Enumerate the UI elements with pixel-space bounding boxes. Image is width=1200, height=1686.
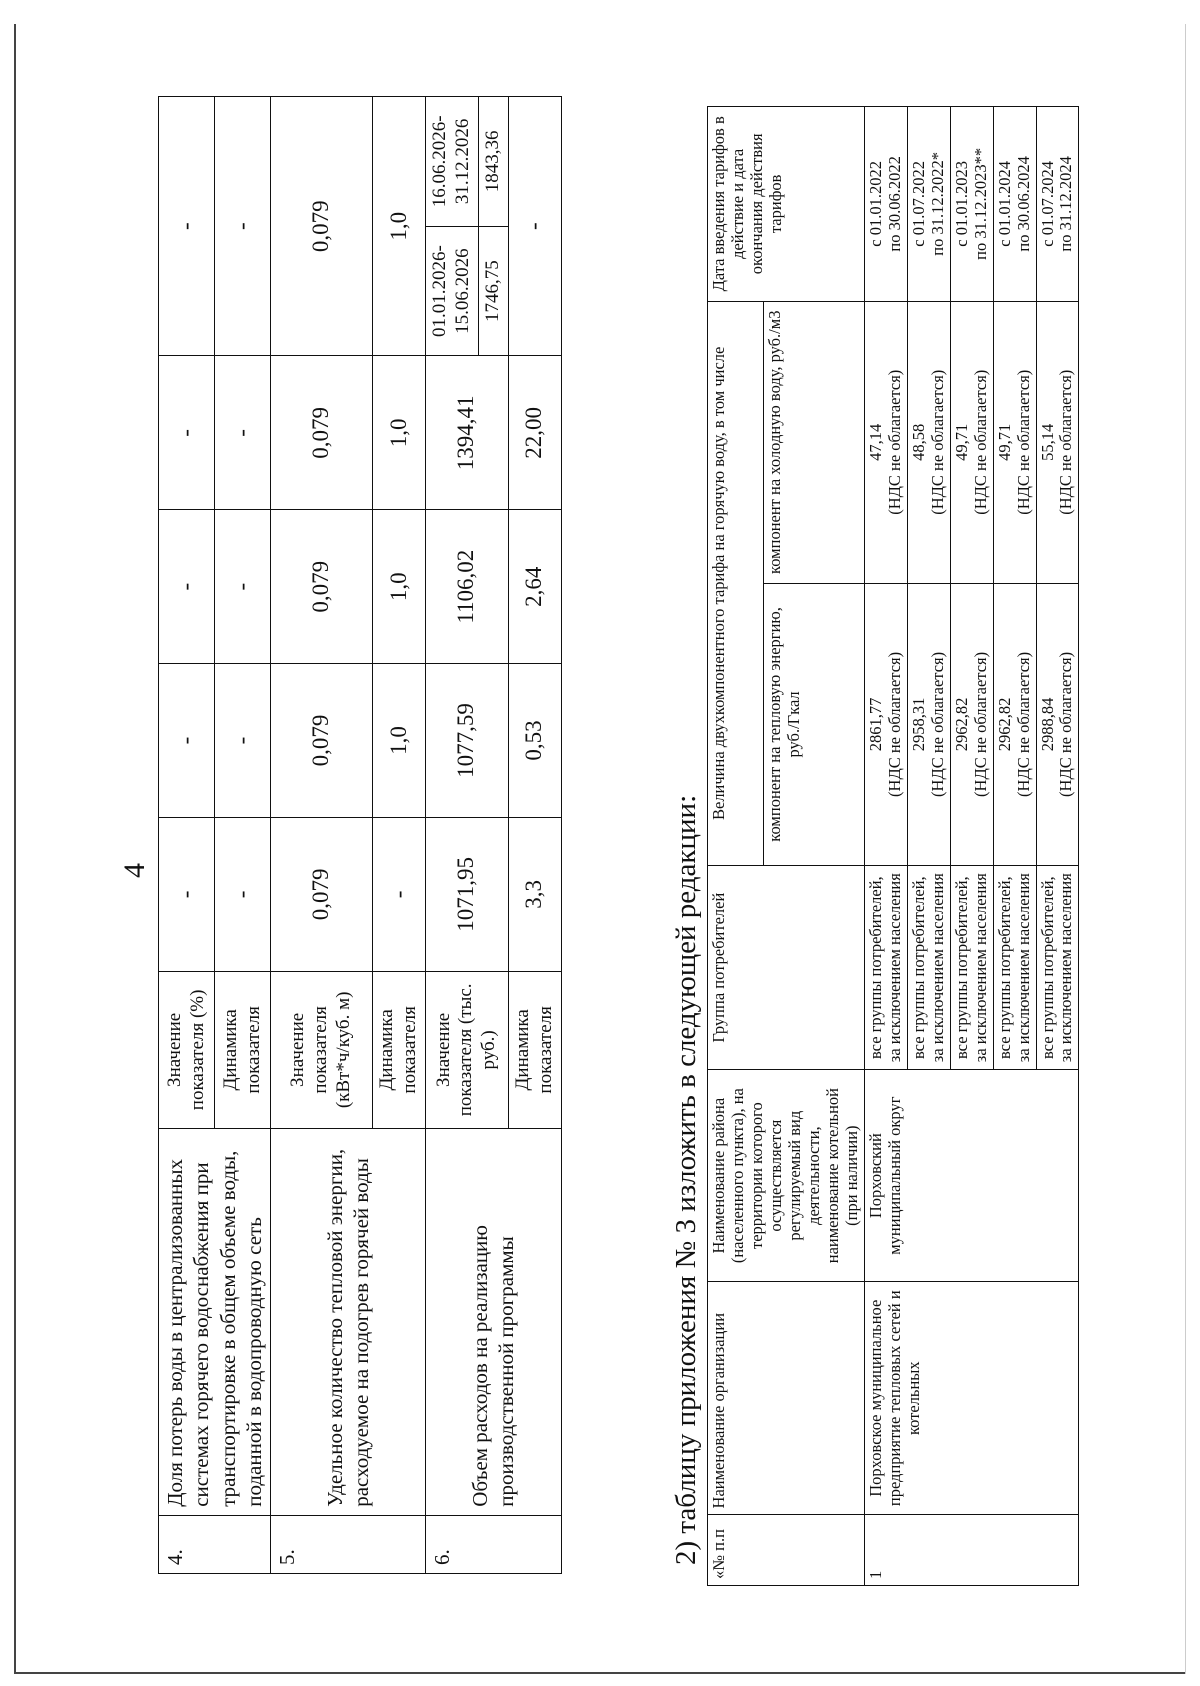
table-cell: 1,0	[373, 97, 426, 356]
tariff-period	[993, 107, 1036, 302]
district-name: Порховский муниципальный округ	[864, 1070, 1079, 1282]
column-header-district: Наименование района (населенного пункта), на территории которого осуществляется регулируемый вид деятельности, наименование котельной (при наличии)	[708, 1070, 865, 1282]
heat-value: 2958,31	[908, 697, 928, 752]
table-row	[271, 97, 373, 1574]
table-cell: 3,3	[508, 817, 561, 971]
date-to: по 30.06.2022	[884, 156, 904, 252]
heat-value: 2988,84	[1037, 697, 1057, 752]
vat-note: (НДС не облагается)	[927, 651, 947, 797]
column-header-tariff: Величина двухкомпонентного тарифа на горячую воду, в том числе	[708, 301, 764, 865]
date-from: с 01.01.2024	[994, 160, 1014, 247]
heat-tariff	[1036, 583, 1079, 865]
indicators-table	[158, 96, 562, 1574]
tariff-period	[1036, 107, 1079, 302]
cold-tariff	[907, 301, 950, 583]
tariff-period	[950, 107, 993, 302]
table-cell: 1,0	[373, 356, 426, 510]
consumer-group: все группы потребителей, за исключением населения	[864, 866, 907, 1070]
vat-note: (НДС не облагается)	[884, 369, 904, 515]
date-from: с 01.01.2023	[951, 160, 971, 247]
tariff-table	[707, 106, 1079, 1586]
table-cell: 1746,75	[478, 226, 508, 356]
date-from: с 01.07.2022	[908, 160, 928, 247]
cold-value: 48,58	[908, 423, 928, 461]
table-cell: -	[159, 510, 215, 664]
cold-tariff	[993, 301, 1036, 583]
vat-note: (НДС не облагается)	[970, 369, 990, 515]
page-number: 4	[118, 863, 151, 878]
dynamic-label: Динамика показателя	[508, 971, 561, 1128]
table-row	[159, 97, 215, 1574]
frame-bottom-edge	[14, 1672, 1186, 1674]
date-to: по 31.12.2024	[1056, 156, 1076, 252]
table-cell: 1106,02	[426, 510, 509, 664]
heat-tariff	[907, 583, 950, 865]
date-to: по 31.12.2022*	[927, 151, 947, 256]
period-start: 01.01.2026-15.06.2026	[426, 226, 479, 356]
indicator-name: Объем расходов на реализацию производственной программы	[426, 1128, 562, 1515]
table-cell: -	[373, 817, 426, 971]
table-cell: 0,079	[271, 664, 373, 818]
table-cell: 1,0	[373, 510, 426, 664]
column-header-dates: Дата введения тарифов в действие и дата окончания действия тарифов	[708, 107, 865, 302]
heat-tariff	[993, 583, 1036, 865]
vat-note: (НДС не облагается)	[1056, 369, 1076, 515]
tariff-period	[907, 107, 950, 302]
cold-value: 47,14	[865, 423, 885, 461]
row-number: 4.	[159, 1515, 271, 1573]
dynamic-label: Динамика показателя	[373, 971, 426, 1128]
table-cell: 1071,95	[426, 817, 509, 971]
column-header-number: «№ п.п	[708, 1515, 865, 1586]
rotated-page	[10, 20, 1190, 1660]
table-cell: -	[215, 97, 271, 356]
date-from: с 01.01.2022	[865, 160, 885, 247]
value-label: Значение показателя (тыс. руб.)	[426, 971, 509, 1128]
column-header-organization: Наименование организации	[708, 1281, 865, 1515]
table-cell: -	[159, 356, 215, 510]
table-cell: 0,079	[271, 97, 373, 356]
consumer-group: все группы потребителей, за исключением населения	[907, 866, 950, 1070]
cold-tariff	[950, 301, 993, 583]
indicator-name: Удельное количество тепловой энергии, расходуемое на подогрев горячей воды	[271, 1128, 426, 1515]
table-cell: -	[215, 664, 271, 818]
column-header-heat-component: компонент на тепловую энергию, руб./Гкал	[764, 583, 865, 865]
table-row	[864, 107, 907, 1586]
table-cell: 1394,41	[426, 356, 509, 510]
heat-value: 2861,77	[865, 697, 885, 752]
date-to: по 30.06.2024	[1013, 156, 1033, 252]
consumer-group: все группы потребителей, за исключением населения	[993, 866, 1036, 1070]
consumer-group: все группы потребителей, за исключением населения	[950, 866, 993, 1070]
dynamic-label: Динамика показателя	[215, 971, 271, 1128]
cold-value: 55,14	[1037, 423, 1057, 461]
row-number: 5.	[271, 1515, 426, 1573]
heat-value: 2962,82	[994, 697, 1014, 752]
table-cell: -	[159, 664, 215, 818]
table-cell: 2,64	[508, 510, 561, 664]
heat-tariff	[950, 583, 993, 865]
table-cell: -	[159, 817, 215, 971]
table-cell: 0,53	[508, 664, 561, 818]
period-end: 16.06.2026-31.12.2026	[426, 97, 479, 227]
table-cell: 1,0	[373, 664, 426, 818]
table-cell: -	[508, 97, 561, 356]
cold-value: 49,71	[951, 423, 971, 461]
heat-tariff	[864, 583, 907, 865]
vat-note: (НДС не облагается)	[970, 651, 990, 797]
table-cell: 0,079	[271, 510, 373, 664]
table-cell: 0,079	[271, 356, 373, 510]
consumer-group: все группы потребителей, за исключением населения	[1036, 866, 1079, 1070]
date-from: с 01.07.2024	[1037, 160, 1057, 247]
vat-note: (НДС не облагается)	[884, 651, 904, 797]
cold-tariff	[1036, 301, 1079, 583]
indicator-name: Доля потерь воды в централизованных системах горячего водоснабжения при транспортировке в общем объеме воды, поданной в водопроводную сеть	[159, 1128, 271, 1515]
heat-value: 2962,82	[951, 697, 971, 752]
table-cell: -	[215, 817, 271, 971]
table-row	[426, 97, 479, 1574]
organization-name: Порховское муниципальное предприятие тепловых сетей и котельных	[864, 1281, 1079, 1515]
header-row	[708, 107, 764, 1586]
vat-note: (НДС не облагается)	[927, 369, 947, 515]
tariff-period	[864, 107, 907, 302]
value-label: Значение показателя (%)	[159, 971, 215, 1128]
table-cell: -	[215, 356, 271, 510]
table-cell: -	[159, 97, 215, 356]
value-label: Значение показателя (кВт*ч/куб. м)	[271, 971, 373, 1128]
cold-value: 49,71	[994, 423, 1014, 461]
column-header-cold-component: компонент на холодную воду, руб./м3	[764, 301, 865, 583]
vat-note: (НДС не облагается)	[1013, 369, 1033, 515]
column-header-consumer-group: Группа потребителей	[708, 866, 865, 1070]
date-to: по 31.12.2023**	[970, 147, 990, 260]
row-number: 1	[864, 1515, 1079, 1586]
table-cell: 1077,59	[426, 664, 509, 818]
vat-note: (НДС не облагается)	[1056, 651, 1076, 797]
section-heading: 2) таблицу приложения № 3 изложить в следующей редакции:	[670, 794, 702, 1565]
row-number: 6.	[426, 1515, 562, 1573]
table-cell: 1843,36	[478, 97, 508, 227]
table-cell: -	[215, 510, 271, 664]
table-cell: 22,00	[508, 356, 561, 510]
vat-note: (НДС не облагается)	[1013, 651, 1033, 797]
table-cell: 0,079	[271, 817, 373, 971]
cold-tariff	[864, 301, 907, 583]
